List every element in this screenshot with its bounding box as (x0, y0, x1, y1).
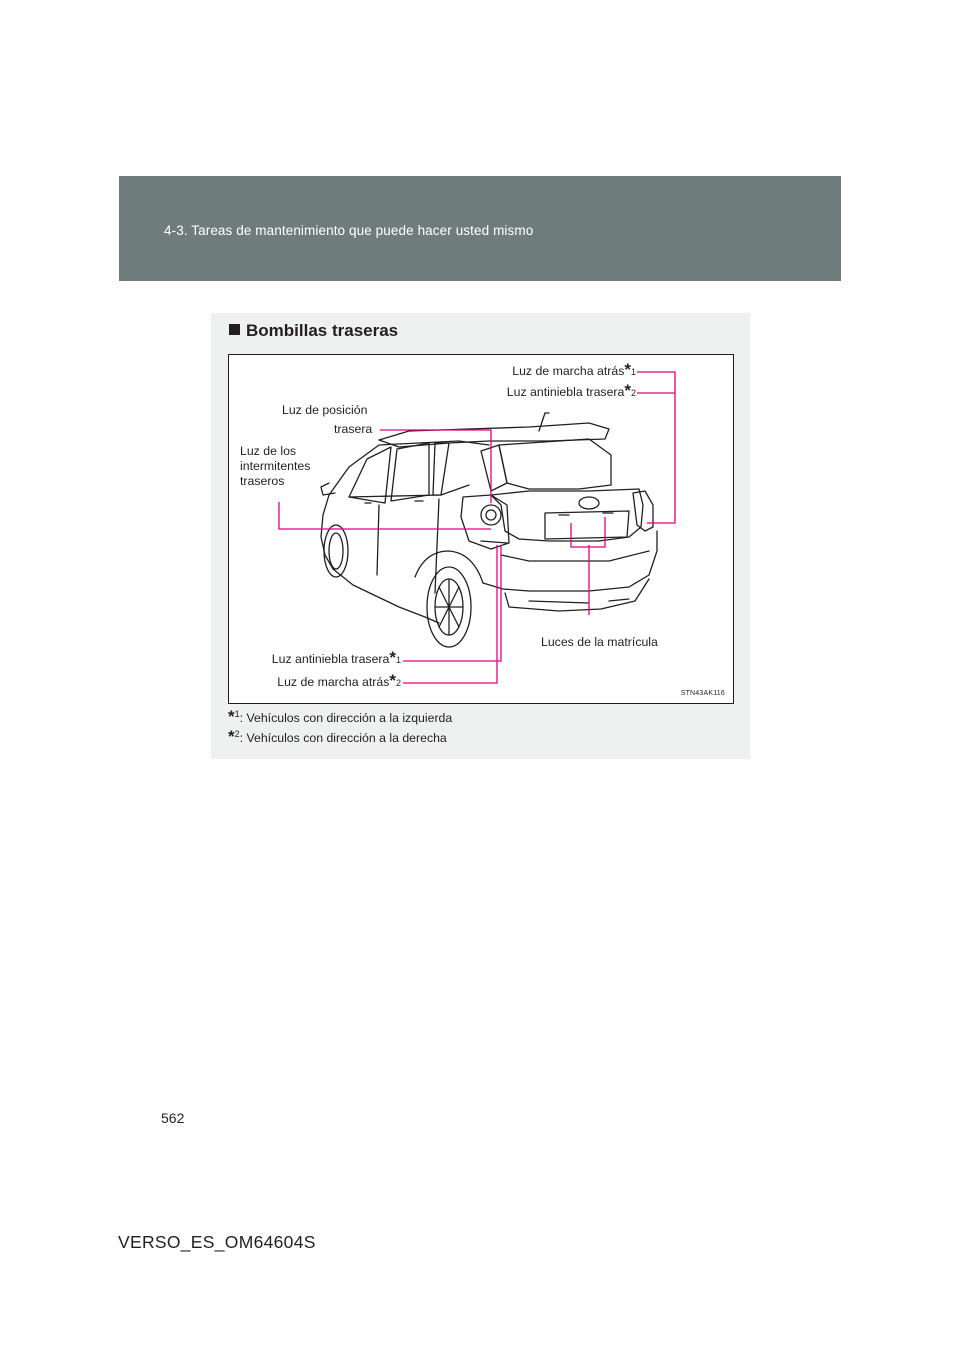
leader-reverse-top (637, 372, 675, 523)
header-band (119, 176, 841, 281)
footnote-1: *$^1$: Vehículos con dirección a la izquierda (228, 707, 453, 726)
footnotes (228, 706, 452, 746)
content-panel (211, 313, 750, 759)
footnote-2: *$^2$: Vehículos con dirección a la derecha (228, 727, 447, 746)
section-title (229, 321, 398, 341)
page-number: 562 (161, 1110, 185, 1126)
car-outline (321, 413, 657, 647)
square-bullet-icon (229, 324, 240, 335)
document-code: VERSO_ES_OM64604S (118, 1232, 316, 1252)
label-reverse-light-top: Luz de marcha atrás*1 (512, 360, 636, 379)
label-license-plate: Luces de la matrícula (541, 635, 658, 649)
label-reverse-light-bottom: Luz de marcha atrás*2 (277, 671, 401, 690)
section-header: 4-3. Tareas de mantenimiento que puede hacer usted mismo (164, 223, 534, 238)
leader-license (571, 517, 605, 615)
label-turn-signal-line3: traseros (240, 474, 285, 488)
section-title-text: Bombillas traseras (246, 321, 399, 340)
label-rear-fog-top: Luz antiniebla trasera*2 (506, 381, 636, 400)
leader-fog-bottom (403, 545, 501, 661)
label-turn-signal-line2: intermitentes (240, 459, 311, 473)
figure-code: STN43AK116 (680, 690, 725, 697)
label-rear-fog-bottom: Luz antiniebla trasera*1 (271, 648, 401, 667)
leader-tail-light (380, 430, 491, 503)
leader-turn-signal (279, 502, 491, 529)
label-tail-light-line1: Luz de posición (282, 403, 368, 417)
label-tail-light-line2: trasera (334, 422, 373, 436)
label-turn-signal-line1: Luz de los (240, 444, 297, 458)
rear-bulbs-figure (228, 354, 734, 704)
